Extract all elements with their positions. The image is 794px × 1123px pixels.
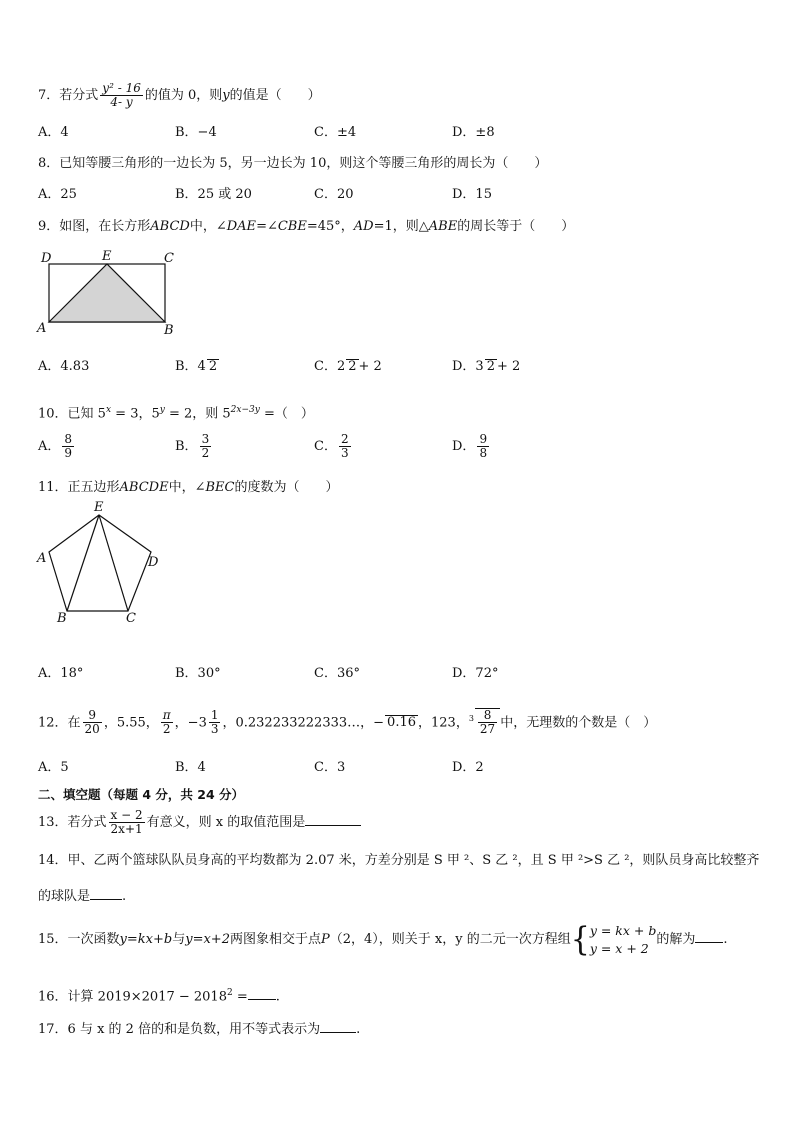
q10-opt-c-label: C． xyxy=(314,439,337,454)
q10-option-c[interactable] xyxy=(314,433,353,460)
q11-option-d[interactable]: D．72° xyxy=(452,666,499,681)
q7-option-d[interactable]: D．±8 xyxy=(452,125,495,140)
q15-func2: y=x+2 xyxy=(185,932,230,947)
q7-text-post: 的值为 0，则 xyxy=(144,88,223,103)
q9-label-e: E xyxy=(102,249,112,264)
q10-text-c: = 2，则 5 xyxy=(164,406,231,422)
q12-option-a[interactable]: A．5 xyxy=(38,760,69,775)
question-11 xyxy=(38,479,339,497)
q15-text-d: （2，4），则关于 x，y 的二元一次方程组 xyxy=(329,932,571,947)
q9-rect: ABCD xyxy=(150,219,190,234)
q7-options xyxy=(38,124,738,144)
q14-text: 的球队是 xyxy=(38,889,91,904)
q12-text-b: ，5.55， xyxy=(103,715,159,731)
q9-text-e: 的周长等于（ ） xyxy=(457,219,575,234)
q15-text-c: 两图象相交于点 xyxy=(229,932,321,947)
q11-label-b: B xyxy=(57,611,67,626)
q9-opt-b-radical: 2 xyxy=(208,359,218,374)
q8-option-d[interactable]: D．15 xyxy=(452,187,492,202)
q10-text-b: = 3，5 xyxy=(111,406,160,422)
q9-rectangle-figure xyxy=(30,248,190,338)
q9-shaded-triangle xyxy=(49,264,165,322)
q16-sup: 2 xyxy=(226,988,233,998)
q9-opt-b-pre: B．4 xyxy=(175,359,206,374)
q11-text-a: 11．正五边形 xyxy=(38,480,120,495)
q12-text-e: ，123， xyxy=(418,715,469,731)
q7-number: 7 xyxy=(38,88,47,103)
q12-frac4-num: 8 xyxy=(478,709,497,723)
q10-options xyxy=(38,433,738,467)
q11-angle: BEC xyxy=(205,480,235,495)
question-12 xyxy=(38,702,656,740)
q13-text-b: 有意义，则 x 的取值范围是 xyxy=(146,815,306,830)
q7-frac-num: y² - 16 xyxy=(102,81,141,95)
q11-label-a: A xyxy=(37,551,47,566)
q10-sup-exp: 2x−3y xyxy=(230,405,260,415)
question-9 xyxy=(38,218,574,236)
q12-frac1-num: 9 xyxy=(83,709,102,723)
q9-option-a[interactable]: A．4.83 xyxy=(38,359,90,374)
q8-option-a[interactable]: A．25 xyxy=(38,187,77,202)
q9-text-a: 9．如图，在长方形 xyxy=(38,219,151,234)
q13-frac-den: 2x+1 xyxy=(110,822,143,836)
q9-opt-d-radical: 2 xyxy=(486,359,495,374)
q15-system xyxy=(590,922,657,958)
q9-option-b[interactable] xyxy=(175,358,219,376)
q9-text-d: =1，则△ xyxy=(373,219,429,234)
q10-opt-b-den: 2 xyxy=(201,446,210,460)
q9-options xyxy=(38,358,738,378)
q9-eq: =∠ xyxy=(256,219,278,234)
q12-frac4-den: 27 xyxy=(479,722,496,737)
q10-opt-d-label: D． xyxy=(452,439,476,454)
q11-option-b[interactable]: B．30° xyxy=(175,666,221,681)
q8-options xyxy=(38,186,738,206)
q11-polygon: ABCDE xyxy=(119,480,169,495)
q10-option-a[interactable] xyxy=(38,433,76,460)
q12-option-d[interactable]: D．2 xyxy=(452,760,484,775)
q9-label-d: D xyxy=(41,251,52,266)
q10-sup-y: y xyxy=(159,405,165,415)
q9-label-a: A xyxy=(37,321,47,336)
question-7 xyxy=(38,82,321,109)
q13-text-a: 13．若分式 xyxy=(38,815,107,830)
q12-frac3-den: 3 xyxy=(210,722,219,737)
q15-eq2: y = x + 2 xyxy=(589,940,649,956)
q10-opt-a-den: 9 xyxy=(64,446,73,460)
q10-sup-x: x xyxy=(105,405,112,415)
q10-opt-d-num: 9 xyxy=(479,432,488,446)
q15-point: P xyxy=(320,932,330,947)
q10-opt-b-num: 3 xyxy=(201,432,210,446)
q11-pentagon-figure xyxy=(30,500,170,630)
q9-option-c[interactable] xyxy=(314,358,382,376)
q11-text-c: 的度数为（ ） xyxy=(234,480,339,495)
q9-triangle: ABE xyxy=(428,219,458,234)
q7-option-c[interactable]: C．±4 xyxy=(314,125,357,140)
q12-options xyxy=(38,759,738,779)
q12-text-f: 中，无理数的个数是（ ） xyxy=(500,715,657,731)
q11-label-c: C xyxy=(126,611,136,626)
q12-text-c: ，−3 xyxy=(174,715,207,731)
q7-fraction xyxy=(100,82,143,109)
question-8: 8．已知等腰三角形的一边长为 5，另一边长为 10，则这个等腰三角形的周长为（ ） xyxy=(38,156,548,171)
q10-option-b[interactable] xyxy=(175,433,213,460)
q9-opt-d-pre: D．3 xyxy=(452,359,484,374)
q9-opt-c-radical: 2 xyxy=(348,359,357,374)
q10-opt-a-label: A． xyxy=(38,439,61,454)
q11-line-ce xyxy=(99,515,128,611)
question-15: 15．一次函数y=kx+b与y=x+2两图象相交于点P（2，4），则关于 x，y 的二元一次方程组{ y = kx + b y = x + 2 的解为 . xyxy=(38,919,728,959)
q10-opt-d-den: 8 xyxy=(479,446,488,460)
q13-answer-blank[interactable] xyxy=(305,811,361,826)
q7-text-tail: 的值是（ ） xyxy=(229,88,321,103)
q9-label-c: C xyxy=(164,251,174,266)
question-13 xyxy=(38,806,361,840)
q16-text-a: 16．计算 2019×2017 − 2018 xyxy=(38,989,227,1005)
q10-opt-c-den: 3 xyxy=(340,446,349,460)
q11-option-a[interactable]: A．18° xyxy=(38,666,84,681)
q15-func1: y=kx+b xyxy=(119,932,173,947)
q11-line-be xyxy=(67,515,99,611)
q9-angle1: DAE xyxy=(226,219,257,234)
q9-option-d[interactable] xyxy=(452,358,520,376)
q10-opt-b-label: B． xyxy=(175,439,198,454)
q12-option-c[interactable]: C．3 xyxy=(314,760,346,775)
q12-frac2-num: π xyxy=(162,708,171,723)
q7-text-pre: ．若分式 xyxy=(46,88,99,103)
q8-option-b[interactable]: B．25 或 20 xyxy=(175,187,252,202)
q15-text-e: 的解为 xyxy=(656,932,696,947)
q14-answer-blank[interactable] xyxy=(90,885,122,900)
q15-answer-blank[interactable] xyxy=(695,928,723,943)
q7-option-b[interactable]: B．−4 xyxy=(175,125,217,140)
question-16: 16．计算 $2019\times 2017 - 2018^2$ = . xyxy=(38,984,280,1006)
q10-opt-c-num: 2 xyxy=(340,432,349,446)
q10-text-a: 10．已知 5 xyxy=(38,406,106,422)
question-14-line2: 的球队是 . xyxy=(38,885,126,906)
q9-opt-d-post: + 2 xyxy=(496,359,521,374)
q17-answer-blank[interactable] xyxy=(320,1018,356,1033)
q12-option-b[interactable]: B．4 xyxy=(175,760,206,775)
q15-eq1: y = kx + b xyxy=(589,922,657,938)
q9-angle2: CBE xyxy=(277,219,307,234)
q11-label-d: D xyxy=(148,555,159,570)
q10-text-d: =（ ） xyxy=(259,406,314,422)
q11-label-e: E xyxy=(94,500,104,515)
q13-frac-num: x − 2 xyxy=(110,808,143,822)
q11-pentagon xyxy=(49,515,151,611)
q7-option-a[interactable]: A．4 xyxy=(38,125,69,140)
section-heading: 二、填空题（每题 4 分，共 24 分） xyxy=(38,787,245,802)
q9-opt-c-post: + 2 xyxy=(358,359,382,374)
q9-label-b: B xyxy=(164,323,174,338)
q12-text-d: ，0.232233222333…，− xyxy=(222,715,385,731)
q9-text-b: 中，∠ xyxy=(189,219,227,234)
q12-frac1-den: 20 xyxy=(84,722,100,737)
q16-text-b: = xyxy=(232,989,248,1005)
q11-text-b: 中，∠ xyxy=(168,480,206,495)
question-14-line1: 14．甲、乙两个篮球队队员身高的平均数都为 2.07 米，方差分别是 S 甲 ²、S 乙 ²，且 S 甲 ²>S 乙 ²，则队员身高比较整齐 xyxy=(38,853,760,868)
q7-var: y xyxy=(222,88,230,103)
q7-frac-den: 4- y xyxy=(110,95,133,109)
q16-answer-blank[interactable] xyxy=(248,985,276,1000)
q15-brace: { xyxy=(570,919,590,959)
q11-options xyxy=(38,665,738,685)
q15-text-a: 15．一次函数 xyxy=(38,932,120,947)
q12-radical: 0.16 xyxy=(387,715,416,731)
q17-text: 17．6 与 x 的 2 倍的和是负数，用不等式表示为 xyxy=(38,1022,321,1037)
q11-option-c[interactable]: C．36° xyxy=(314,666,360,681)
q10-opt-a-num: 8 xyxy=(64,432,73,446)
q9-opt-c-pre: C．2 xyxy=(314,359,346,374)
question-17: 17．6 与 x 的 2 倍的和是负数，用不等式表示为 . xyxy=(38,1018,360,1039)
q10-option-d[interactable] xyxy=(452,433,491,460)
q9-ad: AD xyxy=(353,219,374,234)
q15-text-b: 与 xyxy=(172,932,186,947)
q9-text-c: =45°， xyxy=(306,219,354,234)
q12-cube-index: 3 xyxy=(468,714,474,723)
q12-frac2-den: 2 xyxy=(162,722,171,737)
q8-option-c[interactable]: C．20 xyxy=(314,187,354,202)
question-10 xyxy=(38,400,314,423)
q12-text-a: 12．在 xyxy=(38,715,81,731)
q12-frac3-num: 1 xyxy=(210,708,219,723)
